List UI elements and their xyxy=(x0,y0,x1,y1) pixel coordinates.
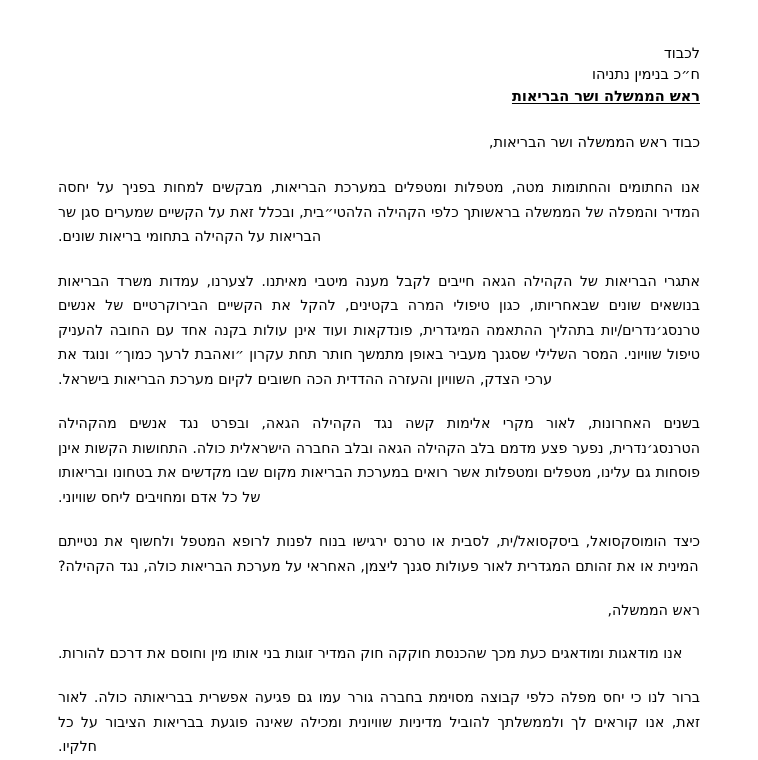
salutation: כבוד ראש הממשלה ושר הבריאות, xyxy=(488,135,700,151)
addressee-line-to: לכבוד xyxy=(663,46,700,62)
body-paragraph-4: כיצד הומוסקסואל, ביסקסואל/ית, לסבית או טרנס ירגישו בנוח לפנות לרופא המטפל ולחשוף את נטייתם המינית או את זהותם המגדרית לאור פעולות סגנך ליצמן, האחראי על מערכת הבריאות כולה, נגד הקהילה? xyxy=(58,534,700,575)
addressee-line-title: ראש הממשלה ושר הבריאות xyxy=(511,89,700,105)
body-paragraph-1: אנו החתומים והחתומות מטה, מטפלות ומטפלים במערכת הבריאות, מבקשים למחות בפניך על יחסה המדיר והמפלה של הממשלה בראשותך כלפי הקהילה הלהטי״בית, ובכלל זאת על הקשיים שמערים סגן שר הבריאות על הקהילה בתחומי בריאות שונים. xyxy=(58,180,700,245)
body-paragraph-2: אתגרי הבריאות של הקהילה הגאה חייבים לקבל מענה מיטבי מאיתנו. לצערנו, עמדות משרד הבריאות בנושאים שונים שבאחריותו, כגון טיפולי המרה בקטינים, להקל את הקשיים הבירוקרטיים של אנשים טרנסג׳נדרים/יות בתהליך ההתאמה המיגדרית, פונדקאות ועוד אינן עולות בקנה אחד עם החובה להעניק טיפול שוויוני. המסר השלילי שסגנך מעביר באופן מתמשך חותר תחת עקרון ״ואהבת לרעך כמוך״ ונוגד את ערכי הצדק, השוויון והעזרה ההדדית הכה חשובים לקיום מערכת הבריאות בישראל. xyxy=(58,273,700,388)
addressee-line-name: ח״כ בנימין נתניהו xyxy=(592,67,700,83)
body-paragraph-5: אנו מודאגות ומודאגים כעת מכך שהכנסת חוקקה חוק המדיר זוגות בני אותו מין וחוסם את דרכם להורות. xyxy=(58,645,683,662)
body-paragraph-6: ברור לנו כי יחס מפלה כלפי קבוצה מסוימת בחברה גורר עמו גם פגיעה אפשרית בבריאותה כולה. לאור זאת, אנו קוראים לך ולממשלתך להוביל מדיניות שוויונית ומכילה שאינה פוגעת בבריאות הציבור על כל חלקיו. xyxy=(58,690,700,755)
closing-address-line: ראש הממשלה, xyxy=(607,603,700,619)
letter-body xyxy=(58,176,700,760)
body-paragraph-3: בשנים האחרונות, לאור מקרי אלימות קשה נגד הקהילה הגאה, ובפרט נגד אנשים מהקהילה הטרנסג׳נדרית, נפער פצע מדמם בלב הקהילה הגאה ובלב החברה הישראלית כולה. התחושות הקשות אינן פוסחות גם עלינו, מטפלים ומטפלות אשר רואים במערכת הבריאות מקום שבו מקדשים את בטחונו ובריאותו של כל אדם ומחויבים ליחס שוויוני. xyxy=(58,416,700,506)
addressee-block xyxy=(58,44,700,109)
